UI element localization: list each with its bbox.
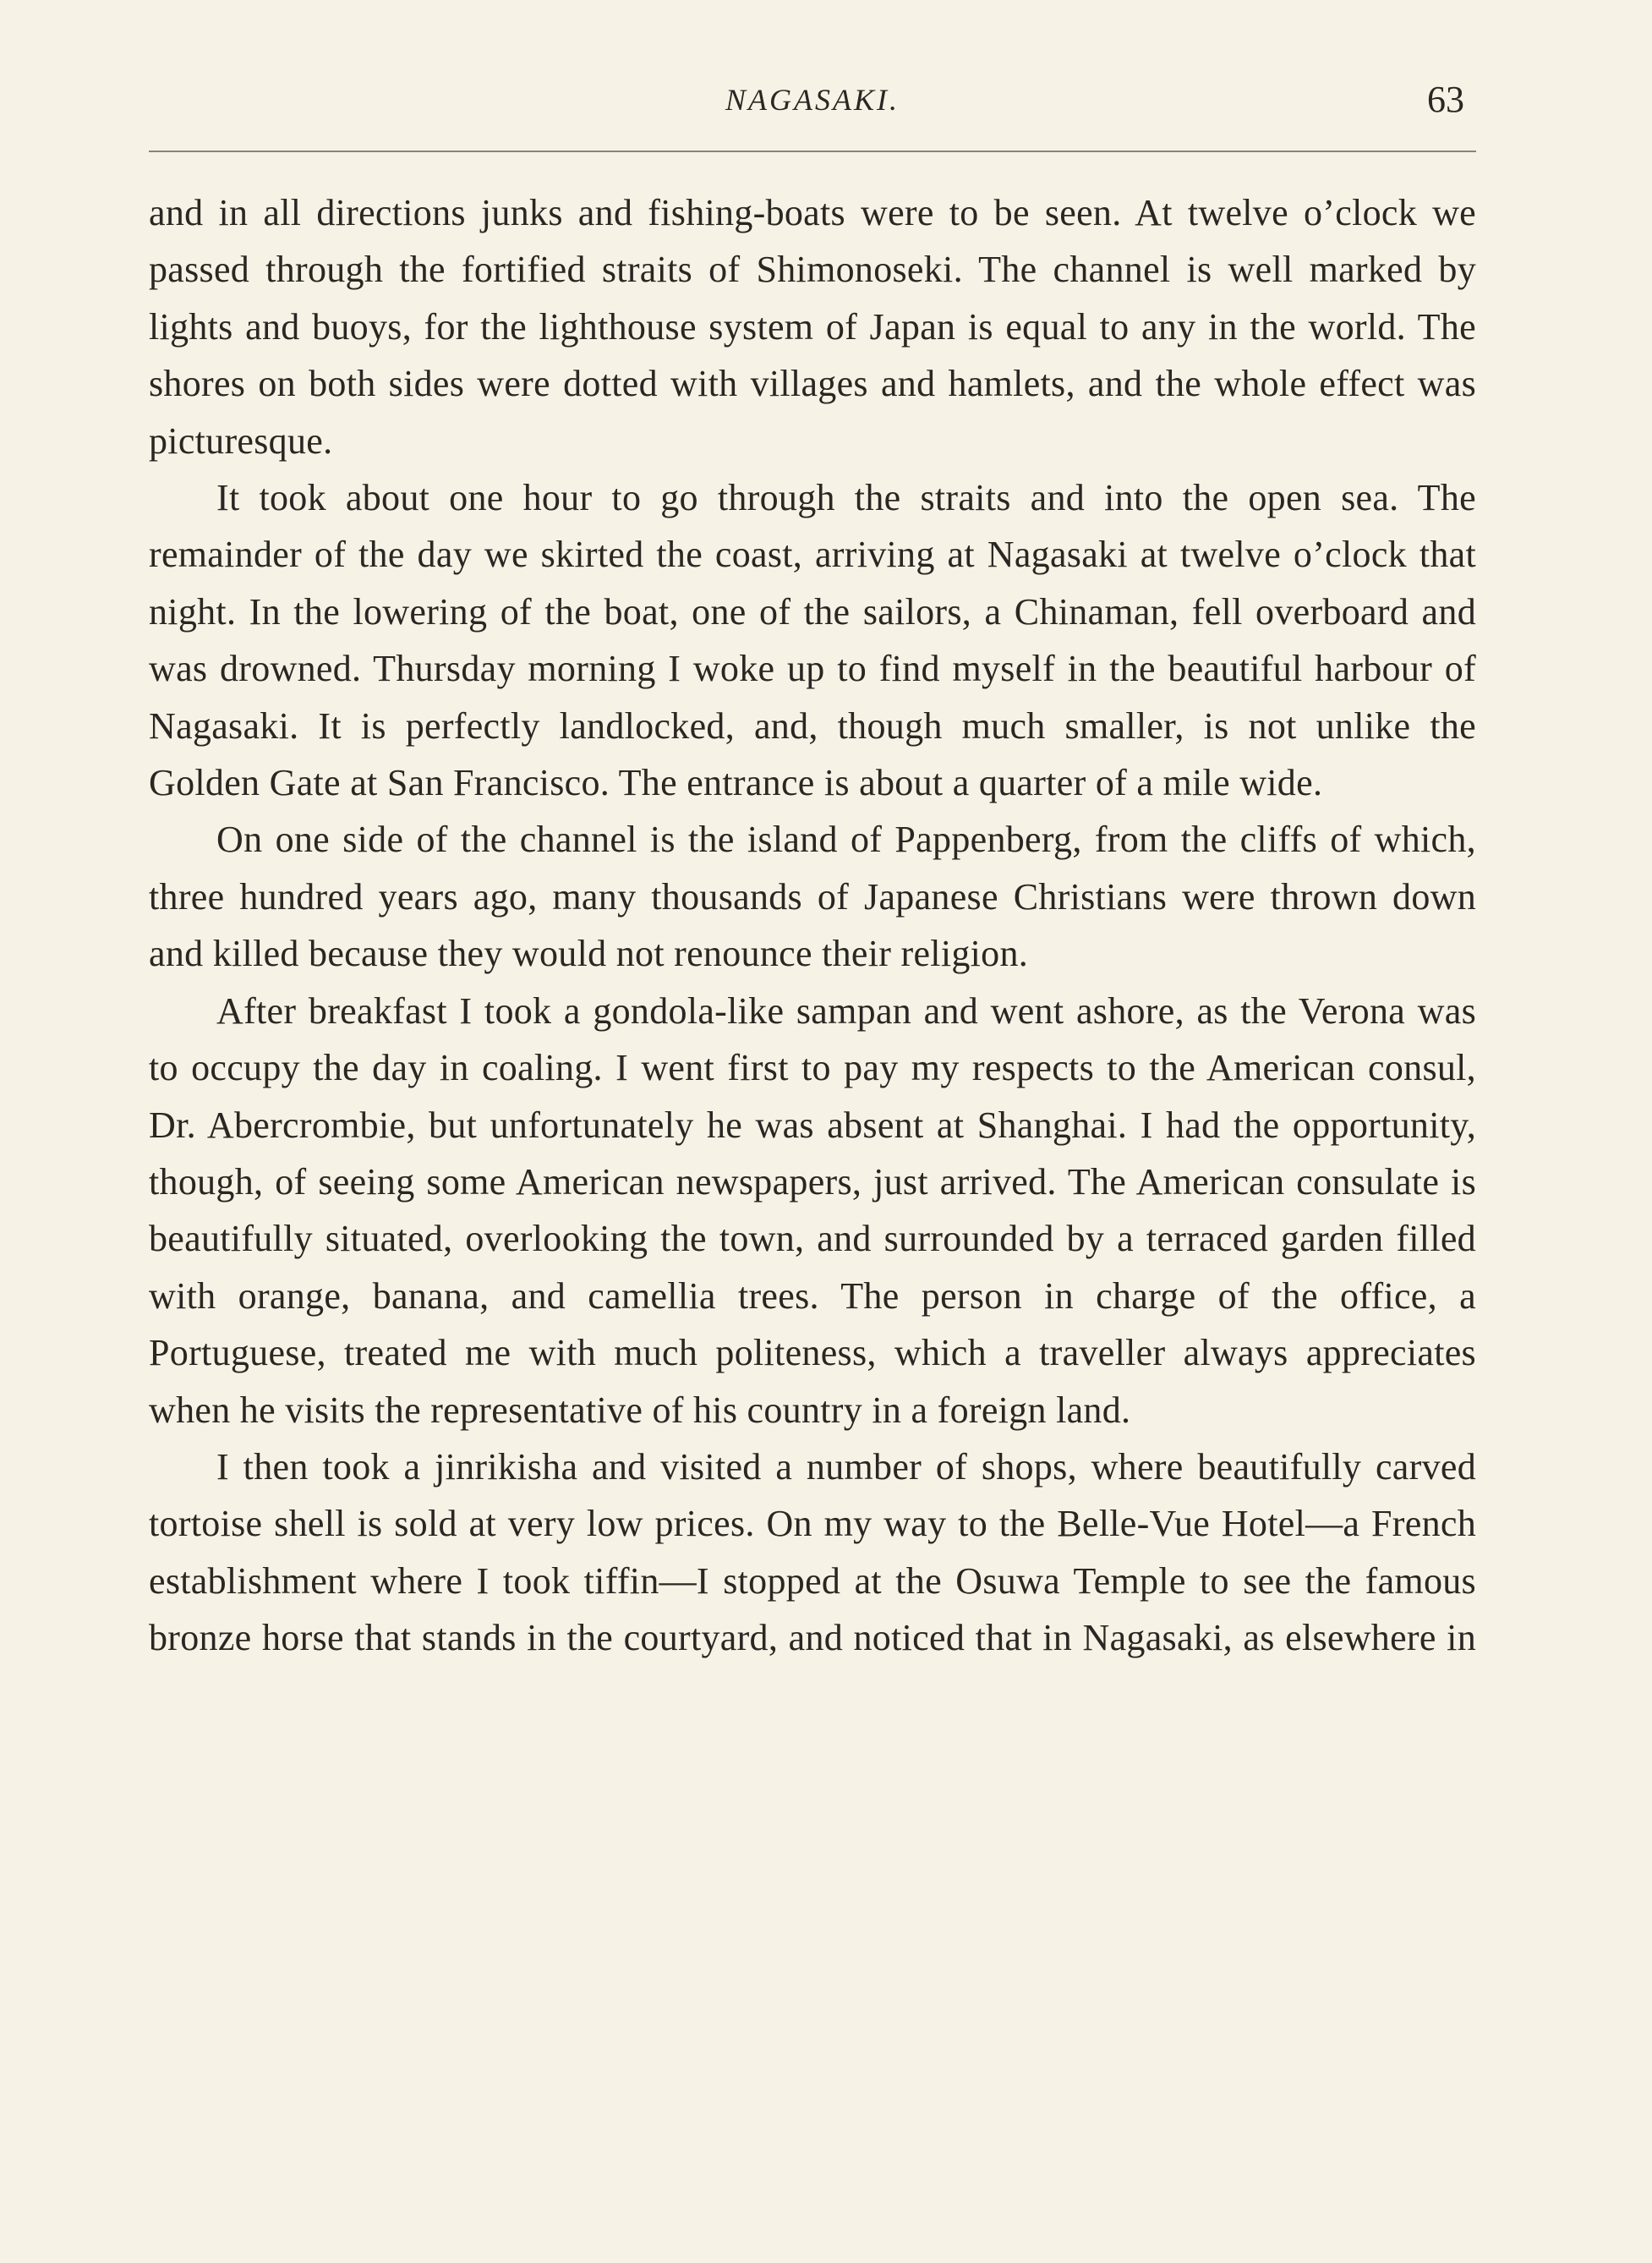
paragraph: On one side of the channel is the island of Pappenberg, from the cliffs of which, three hundred years ago, many thousands of Japanese Christians were thrown down and killed because they would not renounce their religion.: [149, 819, 1476, 975]
book-page: [149, 0, 1476, 2263]
body-text: [149, 184, 1476, 1667]
running-title: NAGASAKI.: [725, 83, 900, 117]
paragraph: and in all directions junks and fishing-boats were to be seen. At twelve o’clock we passed through the fortified straits of Shimonoseki. The channel is well marked by lights and buoys, for the lighthouse system of Japan is equal to any in the world. The shores on both sides were dotted with villages and hamlets, and the whole effect was picturesque.: [149, 192, 1476, 462]
paragraph: After breakfast I took a gondola-like sampan and went ashore, as the Verona was to occupy the day in coaling. I went first to pay my respects to the American consul, Dr. Abercrombie, but unfortunately he was absent at Shanghai. I had the opportunity, though, of seeing some American newspapers, just arrived. The American consulate is beautifully situated, overlooking the town, and surrounded by a terraced garden filled with orange, banana, and camellia trees. The person in charge of the office, a Portuguese, treated me with much politeness, which a traveller always appreciates when he visits the representative of his country in a foreign land.: [149, 989, 1476, 1431]
header-rule: [149, 151, 1476, 152]
paragraph: It took about one hour to go through the straits and into the open sea. The remainder of the day we skirted the coast, arriving at Nagasaki at twelve o’clock that night. In the lowering of the boat, one of the sailors, a Chinaman, fell overboard and was drowned. Thursday morning I woke up to find myself in the beautiful harbour of Nagasaki. It is perfectly landlocked, and, though much smaller, is not unlike the Golden Gate at San Francisco. The entrance is about a quarter of a mile wide.: [149, 477, 1476, 804]
paragraph: I then took a jinrikisha and visited a number of shops, where beautifully carved tortoise shell is sold at very low prices. On my way to the Belle-Vue Hotel—a French establishment where I took tiffin—I stopped at the Osuwa Temple to see the famous bronze horse that stands in the courtyard, and noticed that in Nagasaki, as elsewhere in: [149, 1445, 1476, 1659]
page-number: 63: [1427, 79, 1464, 120]
running-head: [149, 74, 1476, 125]
